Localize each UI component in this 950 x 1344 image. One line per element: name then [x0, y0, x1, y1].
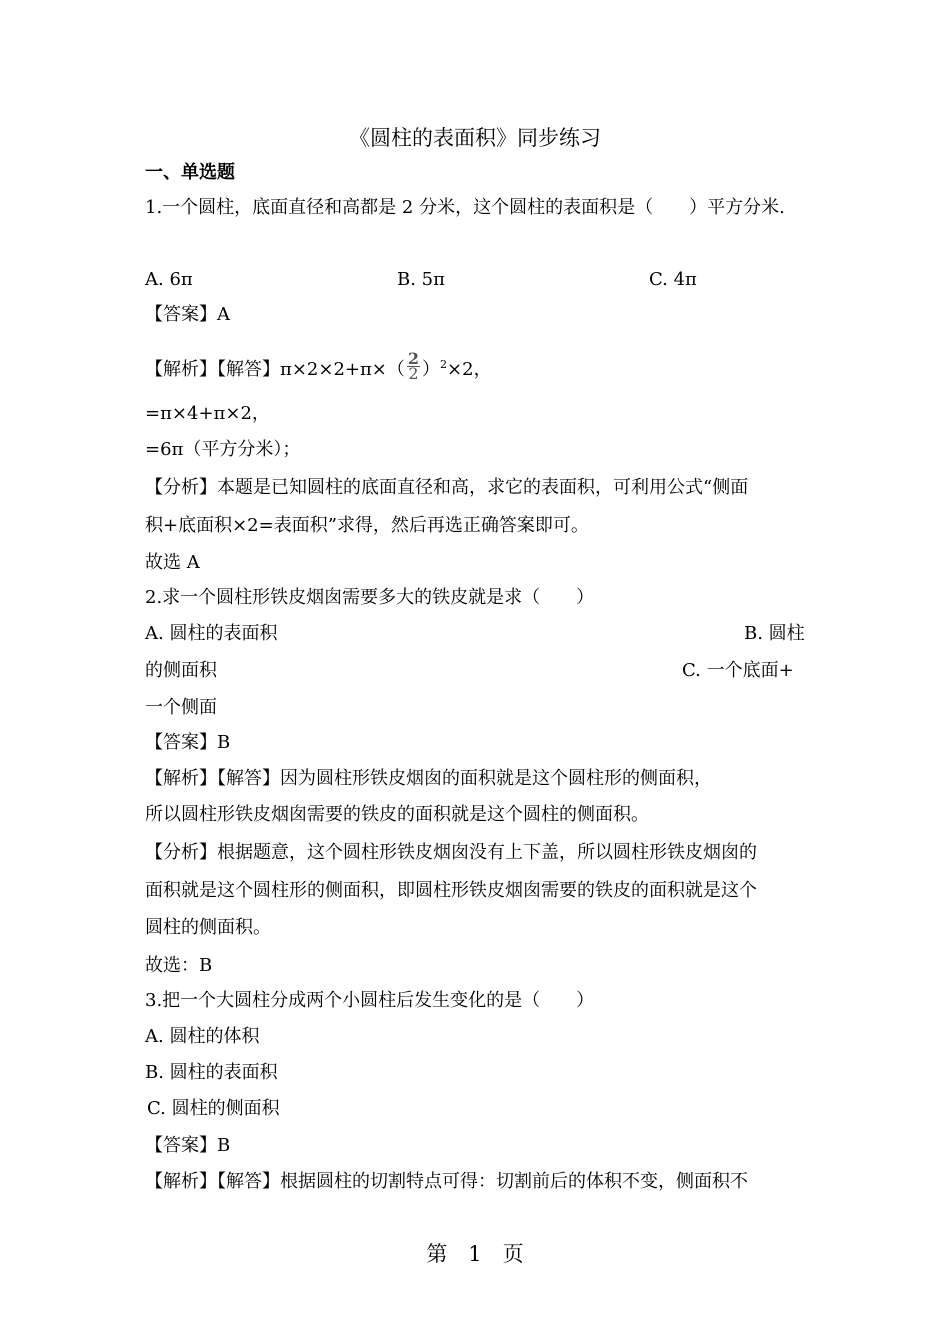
q1-solution-exponent: 2	[440, 358, 448, 371]
q1-step-2: =π×4+π×2，	[145, 403, 270, 424]
q1-analysis-2: 积+底面积×2=表面积”求得，然后再选正确答案即可。	[145, 515, 589, 536]
q2-analysis-3: 圆柱的侧面积。	[145, 917, 271, 938]
q1-option-b: B. 5π	[397, 269, 445, 290]
q1-step-3: =6π（平方分米）；	[145, 439, 301, 460]
q2-analysis-1: 【分析】根据题意，这个圆柱形铁皮烟囱没有上下盖，所以圆柱形铁皮烟囱的	[145, 842, 757, 863]
q2-conclusion: 故选：B	[145, 955, 213, 976]
q1-option-a: A. 6π	[145, 269, 193, 290]
q2-option-c: C. 一个底面+	[682, 660, 794, 681]
q1-option-c: C. 4π	[649, 269, 697, 290]
q1-analysis-1: 【分析】本题是已知圆柱的底面直径和高，求它的表面积，可利用公式“侧面	[145, 477, 749, 498]
q2-option-a: A. 圆柱的表面积	[145, 623, 278, 644]
q2-analysis-2: 面积就是这个圆柱形的侧面积，即圆柱形铁皮烟囱需要的铁皮的面积就是这个	[145, 880, 757, 901]
q3-option-c: C. 圆柱的侧面积	[147, 1098, 280, 1119]
q2-answer: 【答案】B	[145, 732, 231, 753]
section-heading: 一、单选题	[145, 162, 235, 183]
q2-option-b: B. 圆柱	[744, 623, 805, 644]
q1-stem: 1.一个圆柱，底面直径和高都是 2 分米，这个圆柱的表面积是（ ）平方分米.	[145, 197, 785, 218]
fraction-denominator: 2	[408, 363, 419, 383]
q1-solution-line	[145, 348, 492, 385]
q3-answer: 【答案】B	[145, 1135, 231, 1156]
q3-stem: 3.把一个大圆柱分成两个小圆柱后发生变化的是（ ）	[145, 990, 595, 1011]
q3-option-b: B. 圆柱的表面积	[145, 1062, 278, 1083]
q2-solution-1: 【解析】【解答】因为圆柱形铁皮烟囱的面积就是这个圆柱形的侧面积，	[145, 768, 712, 789]
q1-conclusion: 故选 A	[145, 552, 200, 573]
page-number: 第 1 页	[426, 1242, 524, 1266]
q1-solution-prefix: 【解析】【解答】π×2×2+π×（	[145, 359, 405, 380]
q1-solution-tail: ×2，	[447, 359, 492, 380]
fraction	[407, 348, 420, 383]
q2-solution-2: 所以圆柱形铁皮烟囱需要的铁皮的面积就是这个圆柱的侧面积。	[145, 804, 649, 825]
q2-option-c-cont: 一个侧面	[145, 697, 217, 718]
q3-option-a: A. 圆柱的体积	[145, 1026, 260, 1047]
q1-answer: 【答案】A	[145, 304, 230, 325]
q2-option-b-cont: 的侧面积	[145, 660, 217, 681]
page-title: 《圆柱的表面积》同步练习	[349, 126, 601, 150]
q2-stem: 2.求一个圆柱形铁皮烟囱需要多大的铁皮就是求（ ）	[145, 587, 595, 608]
q1-solution-close: ）	[422, 359, 441, 380]
fraction-numerator: 2	[407, 348, 420, 368]
q3-solution-1: 【解析】【解答】根据圆柱的切割特点可得：切割前后的体积不变，侧面积不	[145, 1171, 748, 1192]
